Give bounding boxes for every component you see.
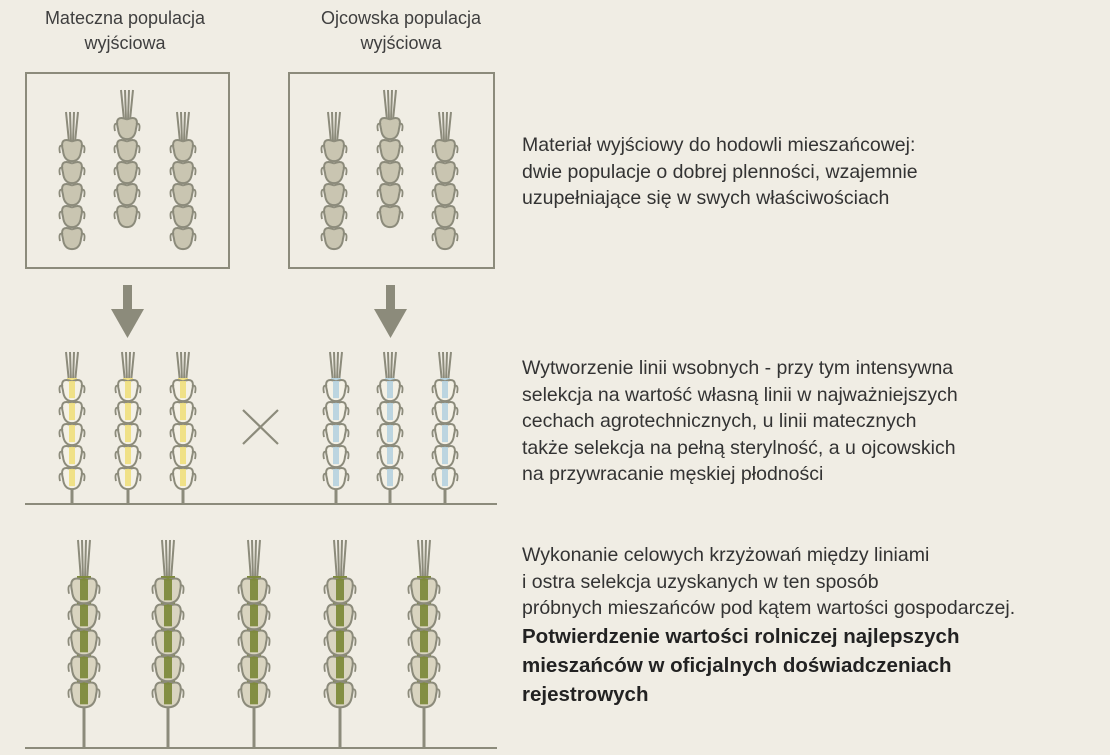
wheat-ear-icon: [114, 90, 139, 227]
wheat-ear-icon: [238, 540, 269, 747]
wheat-ear-icon: [408, 540, 439, 747]
wheat-ear-icon: [68, 540, 99, 747]
step2-line: na przywracanie męskiej płodności: [522, 463, 824, 485]
wheat-ear-icon: [324, 540, 355, 747]
wheat-ear-icon: [323, 352, 348, 503]
step3-line: Wykonanie celowych krzyżowań między liniami: [522, 544, 930, 566]
paternal-label-line1: Ojcowska populacja: [320, 8, 482, 28]
step3-bold-line: mieszańców w oficjalnych doświadczeniach: [522, 653, 952, 677]
maternal-label-line1: Mateczna populacja: [44, 8, 206, 28]
step2-line: także selekcja na pełną sterylność, a u ojcowskich: [522, 436, 956, 459]
cross-icon: [243, 410, 278, 444]
step2-line: selekcja na wartość własną linii w najważniejszych: [522, 383, 958, 406]
wheat-ear-icon: [170, 112, 195, 249]
step3-bold-line: Potwierdzenie wartości rolniczej najlepszych: [522, 624, 960, 648]
wheat-ear-icon: [59, 352, 84, 503]
step1-line: Materiał wyjściowy do hodowli mieszańcowej:: [522, 134, 916, 156]
step1-line: uzupełniające się w swych właściwościach: [522, 187, 890, 209]
wheat-ear-icon: [377, 90, 402, 227]
arrow-down-icon: [111, 285, 144, 338]
wheat-ear-icon: [432, 112, 457, 249]
wheat-ear-icon: [59, 112, 84, 249]
wheat-ear-icon: [115, 352, 140, 503]
wheat-ear-icon: [432, 352, 457, 503]
arrow-down-icon: [374, 285, 407, 338]
wheat-ear-icon: [321, 112, 346, 249]
wheat-ear-icon: [152, 540, 183, 747]
step3-bold-line: rejestrowych: [522, 682, 649, 706]
wheat-ear-icon: [377, 352, 402, 503]
step2-line: cechach agrotechnicznych, u linii matecznych: [522, 410, 917, 432]
step2-line: Wytworzenie linii wsobnych - przy tym intensywna: [522, 357, 954, 379]
wheat-ear-icon: [170, 352, 195, 503]
step3-line: i ostra selekcja uzyskanych w ten sposób: [522, 570, 879, 593]
maternal-label-line2: wyjściowa: [84, 33, 166, 53]
paternal-label-line2: wyjściowa: [360, 33, 442, 53]
step3-line: próbnych mieszańców pod kątem wartości gospodarczej.: [522, 597, 1016, 619]
step1-line: dwie populacje o dobrej plenności, wzajemnie: [522, 160, 918, 183]
